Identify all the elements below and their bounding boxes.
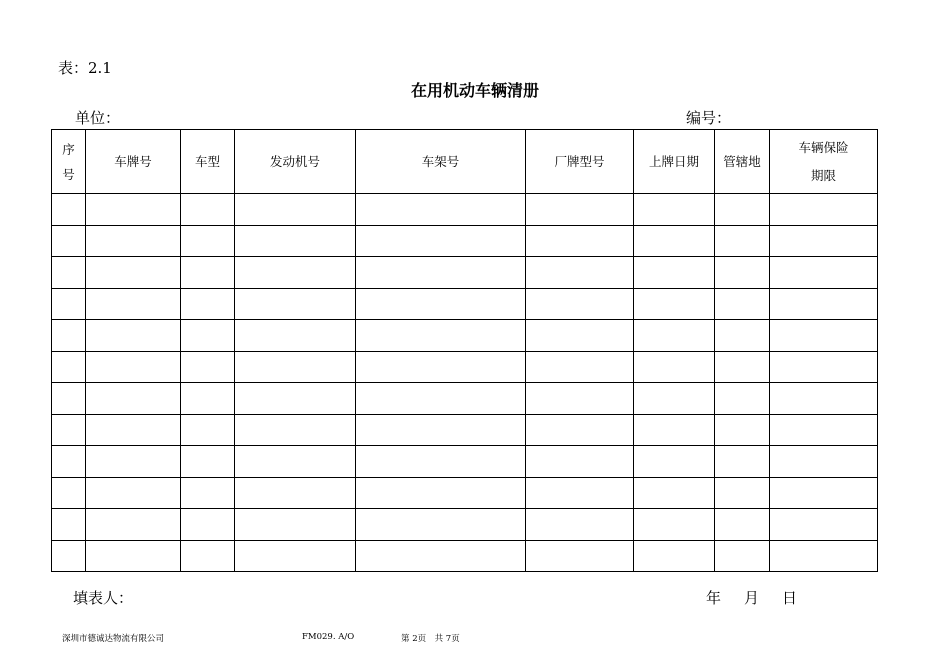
column-header-plate: 车牌号 bbox=[86, 130, 181, 194]
table-cell[interactable] bbox=[52, 257, 86, 289]
table-row bbox=[52, 509, 878, 541]
table-cell[interactable] bbox=[86, 383, 181, 415]
table-cell[interactable] bbox=[715, 540, 770, 572]
table-cell[interactable] bbox=[181, 225, 235, 257]
table-cell[interactable] bbox=[770, 257, 878, 289]
table-row bbox=[52, 225, 878, 257]
table-cell[interactable] bbox=[634, 446, 715, 478]
unit-label: 单位： bbox=[75, 109, 121, 127]
table-cell[interactable] bbox=[715, 414, 770, 446]
table-cell[interactable] bbox=[181, 383, 235, 415]
table-cell[interactable] bbox=[181, 257, 235, 289]
table-cell[interactable] bbox=[526, 477, 634, 509]
table-cell[interactable] bbox=[770, 540, 878, 572]
table-cell[interactable] bbox=[526, 194, 634, 226]
table-cell[interactable] bbox=[634, 383, 715, 415]
table-cell[interactable] bbox=[52, 320, 86, 352]
table-cell[interactable] bbox=[634, 540, 715, 572]
column-header-brand: 厂牌型号 bbox=[526, 130, 634, 194]
table-row bbox=[52, 257, 878, 289]
table-cell[interactable] bbox=[356, 288, 526, 320]
table-cell[interactable] bbox=[356, 477, 526, 509]
column-header-engine: 发动机号 bbox=[235, 130, 356, 194]
table-row bbox=[52, 351, 878, 383]
table-cell[interactable] bbox=[770, 288, 878, 320]
date-fields bbox=[706, 587, 820, 608]
table-cell[interactable] bbox=[715, 477, 770, 509]
month-label: 月 bbox=[744, 589, 760, 607]
table-cell[interactable] bbox=[235, 509, 356, 541]
table-cell[interactable] bbox=[715, 446, 770, 478]
table-cell[interactable] bbox=[52, 509, 86, 541]
table-cell[interactable] bbox=[770, 194, 878, 226]
table-cell[interactable] bbox=[235, 257, 356, 289]
table-cell[interactable] bbox=[86, 225, 181, 257]
table-cell[interactable] bbox=[770, 320, 878, 352]
table-cell[interactable] bbox=[181, 194, 235, 226]
table-cell[interactable] bbox=[715, 509, 770, 541]
table-cell[interactable] bbox=[526, 351, 634, 383]
table-cell[interactable] bbox=[52, 414, 86, 446]
table-cell[interactable] bbox=[52, 194, 86, 226]
table-cell[interactable] bbox=[181, 509, 235, 541]
table-cell[interactable] bbox=[634, 194, 715, 226]
footer-page-info: 第 2页 共 7页 bbox=[401, 634, 460, 644]
table-cell[interactable] bbox=[634, 477, 715, 509]
table-cell[interactable] bbox=[235, 446, 356, 478]
table-cell[interactable] bbox=[356, 540, 526, 572]
table-cell[interactable] bbox=[86, 477, 181, 509]
table-cell[interactable] bbox=[356, 414, 526, 446]
table-row bbox=[52, 414, 878, 446]
table-cell[interactable] bbox=[526, 414, 634, 446]
table-cell[interactable] bbox=[715, 383, 770, 415]
table-cell[interactable] bbox=[356, 446, 526, 478]
table-cell[interactable] bbox=[235, 288, 356, 320]
table-cell[interactable] bbox=[235, 320, 356, 352]
table-cell[interactable] bbox=[86, 414, 181, 446]
table-row bbox=[52, 320, 878, 352]
table-cell[interactable] bbox=[181, 351, 235, 383]
table-cell[interactable] bbox=[235, 225, 356, 257]
column-header-frame: 车架号 bbox=[356, 130, 526, 194]
table-cell[interactable] bbox=[356, 320, 526, 352]
table-cell[interactable] bbox=[356, 351, 526, 383]
table-cell[interactable] bbox=[715, 257, 770, 289]
table-cell[interactable] bbox=[715, 351, 770, 383]
table-cell[interactable] bbox=[86, 257, 181, 289]
table-cell[interactable] bbox=[181, 414, 235, 446]
table-cell[interactable] bbox=[715, 288, 770, 320]
table-cell[interactable] bbox=[526, 509, 634, 541]
table-cell[interactable] bbox=[181, 477, 235, 509]
table-cell[interactable] bbox=[86, 446, 181, 478]
table-cell[interactable] bbox=[356, 509, 526, 541]
table-cell[interactable] bbox=[52, 351, 86, 383]
table-cell[interactable] bbox=[356, 225, 526, 257]
table-cell[interactable] bbox=[86, 194, 181, 226]
column-header-insurance: 车辆保险 期限 bbox=[770, 130, 878, 194]
footer-form-code: FM029. A/O bbox=[302, 632, 355, 642]
table-cell[interactable] bbox=[86, 288, 181, 320]
column-header-seq: 序 号 bbox=[52, 130, 86, 194]
table-cell[interactable] bbox=[235, 414, 356, 446]
table-cell[interactable] bbox=[52, 288, 86, 320]
table-cell[interactable] bbox=[770, 414, 878, 446]
table-cell[interactable] bbox=[52, 477, 86, 509]
table-cell[interactable] bbox=[356, 383, 526, 415]
table-cell[interactable] bbox=[526, 540, 634, 572]
table-cell[interactable] bbox=[86, 320, 181, 352]
table-cell[interactable] bbox=[634, 320, 715, 352]
table-cell[interactable] bbox=[634, 509, 715, 541]
table-cell[interactable] bbox=[770, 509, 878, 541]
table-cell[interactable] bbox=[634, 225, 715, 257]
document-title: 在用机动车辆清册 bbox=[410, 81, 539, 100]
filler-label: 填表人： bbox=[73, 589, 134, 607]
table-row bbox=[52, 446, 878, 478]
table-cell[interactable] bbox=[770, 446, 878, 478]
table-row bbox=[52, 477, 878, 509]
table-row bbox=[52, 540, 878, 572]
table-cell[interactable] bbox=[526, 446, 634, 478]
table-cell[interactable] bbox=[235, 383, 356, 415]
table-cell[interactable] bbox=[52, 446, 86, 478]
table-cell[interactable] bbox=[715, 320, 770, 352]
table-cell[interactable] bbox=[86, 540, 181, 572]
table-cell[interactable] bbox=[634, 257, 715, 289]
table-cell[interactable] bbox=[526, 383, 634, 415]
table-cell[interactable] bbox=[526, 257, 634, 289]
table-cell[interactable] bbox=[634, 414, 715, 446]
table-cell[interactable] bbox=[86, 509, 181, 541]
day-label: 日 bbox=[782, 589, 798, 607]
table-cell[interactable] bbox=[770, 225, 878, 257]
table-cell[interactable] bbox=[181, 446, 235, 478]
table-cell[interactable] bbox=[52, 383, 86, 415]
column-header-jurisdiction: 管辖地 bbox=[715, 130, 770, 194]
footer-company: 深圳市德诚达物流有限公司 bbox=[62, 634, 165, 644]
table-cell[interactable] bbox=[52, 225, 86, 257]
table-cell[interactable] bbox=[181, 288, 235, 320]
table-cell[interactable] bbox=[356, 257, 526, 289]
table-cell[interactable] bbox=[235, 194, 356, 226]
table-cell[interactable] bbox=[715, 194, 770, 226]
table-row bbox=[52, 383, 878, 415]
table-cell[interactable] bbox=[770, 383, 878, 415]
table-header-row bbox=[52, 130, 878, 194]
table-cell[interactable] bbox=[770, 477, 878, 509]
table-number: 表：2.1 bbox=[58, 59, 112, 77]
table-cell[interactable] bbox=[235, 351, 356, 383]
table-cell[interactable] bbox=[526, 288, 634, 320]
table-cell[interactable] bbox=[235, 540, 356, 572]
table-cell[interactable] bbox=[526, 320, 634, 352]
serial-number-label: 编号： bbox=[686, 109, 732, 127]
table-cell[interactable] bbox=[235, 477, 356, 509]
table-cell[interactable] bbox=[715, 225, 770, 257]
table-row bbox=[52, 194, 878, 226]
table-cell[interactable] bbox=[52, 540, 86, 572]
table-cell[interactable] bbox=[86, 351, 181, 383]
table-cell[interactable] bbox=[770, 351, 878, 383]
table-cell[interactable] bbox=[356, 194, 526, 226]
table-cell[interactable] bbox=[181, 540, 235, 572]
table-cell[interactable] bbox=[634, 351, 715, 383]
table-row bbox=[52, 288, 878, 320]
table-cell[interactable] bbox=[634, 288, 715, 320]
table-cell[interactable] bbox=[526, 225, 634, 257]
table-cell[interactable] bbox=[181, 320, 235, 352]
vehicle-register-table bbox=[51, 129, 878, 572]
column-header-reg-date: 上牌日期 bbox=[634, 130, 715, 194]
column-header-model: 车型 bbox=[181, 130, 235, 194]
year-label: 年 bbox=[706, 589, 722, 607]
